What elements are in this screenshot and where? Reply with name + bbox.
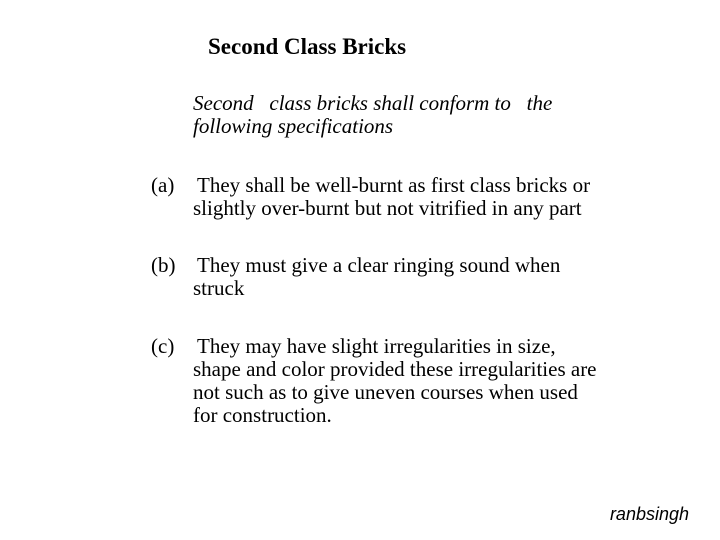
author-credit: ranbsingh [609,504,689,524]
spec-item-b [151,254,560,300]
spec-item-c [151,335,597,427]
intro-paragraph [193,92,552,138]
item-text-line: They may have slight irregularities in size, [197,334,556,358]
item-text-line: for construction. [193,403,332,427]
item-text-line: They must give a clear ringing sound when [197,253,561,277]
item-marker: (c) [151,334,175,358]
slide-title: Second Class Bricks [208,34,407,59]
spec-item-a [151,174,590,220]
item-text-line: not such as to give uneven courses when used [193,380,578,404]
item-text-line: struck [193,276,245,300]
item-text-line: slightly over-burnt but not vitrified in any part [193,196,582,220]
intro-line: Second class bricks shall conform to the [193,91,553,115]
item-marker: (a) [151,173,175,197]
item-text-line: shape and color provided these irregularities are [193,357,597,381]
intro-line: following specifications [193,114,394,138]
item-marker: (b) [151,253,176,277]
item-text-line: They shall be well-burnt as first class bricks or [197,173,591,197]
